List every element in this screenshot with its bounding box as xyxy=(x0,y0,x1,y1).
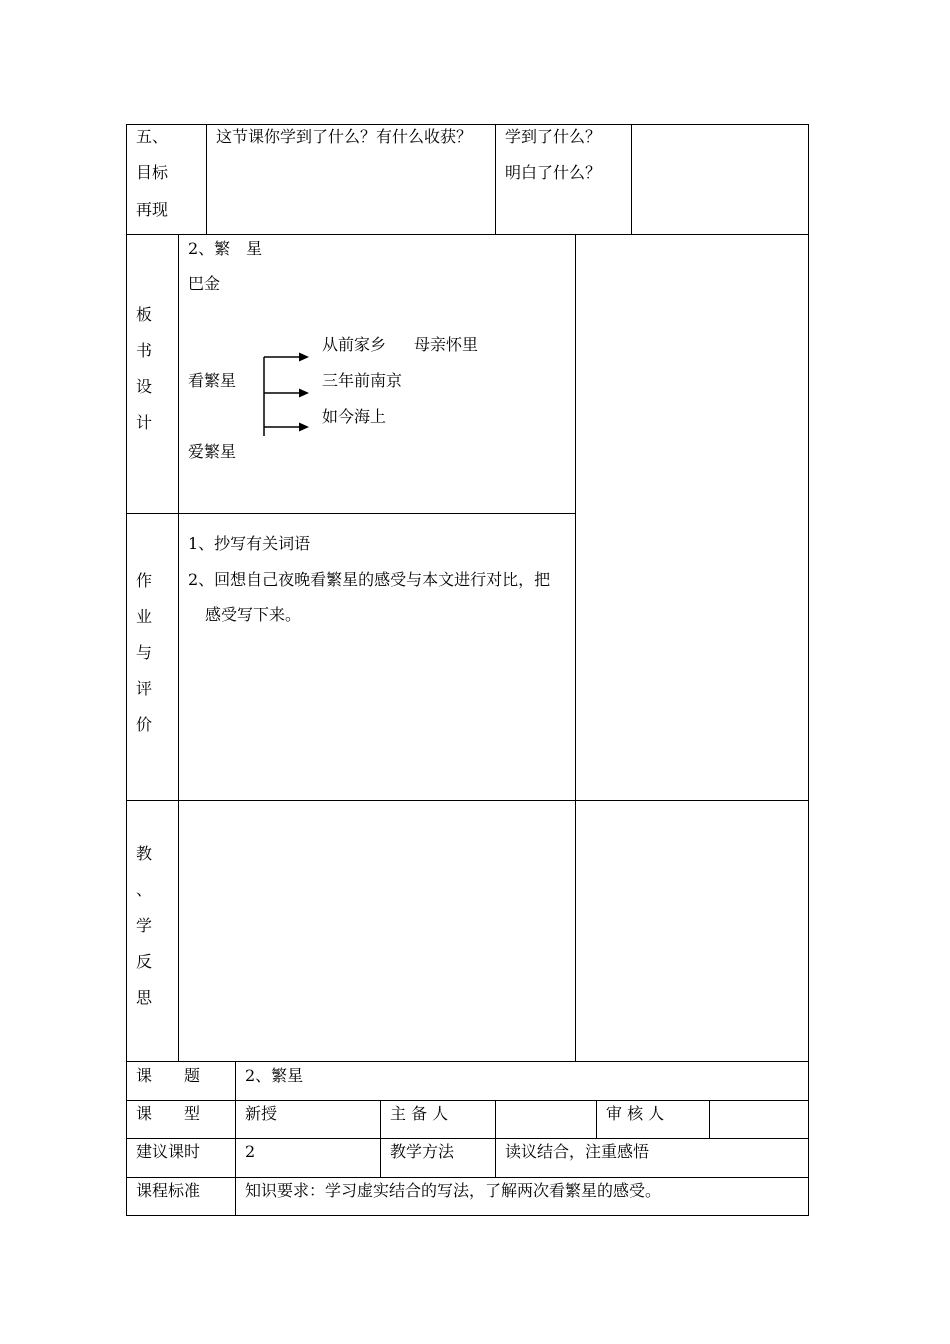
board-branch3: 如今海上 xyxy=(322,407,387,426)
info-divider-e xyxy=(596,1100,597,1139)
reflection-label-char4: 反 xyxy=(135,952,152,971)
reflection-label-char2: 、 xyxy=(135,880,152,899)
info-row1-bottom xyxy=(126,1100,809,1101)
info-divider-c xyxy=(380,1100,381,1178)
hours-value: 2 xyxy=(245,1142,256,1161)
board-label-char2: 书 xyxy=(135,341,152,360)
board-label-char1: 板 xyxy=(135,305,152,324)
section5-label-line3: 再现 xyxy=(136,200,169,219)
reflection-row-bottom xyxy=(126,1061,809,1062)
reflection-label-char5: 思 xyxy=(135,988,152,1007)
type-label: 课 型 xyxy=(136,1104,201,1123)
reflection-label-char3: 学 xyxy=(135,916,152,935)
table-left-border xyxy=(126,124,127,1216)
row1-divider-b xyxy=(495,124,496,235)
board-branch1-place: 从前家乡 xyxy=(322,335,387,354)
label-column-divider xyxy=(178,234,179,1062)
topic-label: 课 题 xyxy=(136,1066,201,1085)
homework-item2-line1: 2、回想自己夜晚看繁星的感受与本文进行对比，把 xyxy=(188,570,551,589)
board-left-bottom: 爱繁星 xyxy=(188,442,237,461)
board-branch1-detail: 母亲怀里 xyxy=(414,335,479,354)
board-author: 巴金 xyxy=(188,274,221,293)
board-row-bottom xyxy=(126,513,576,514)
board-label-char3: 设 xyxy=(135,377,152,396)
section5-answer-line2: 明白了什么？ xyxy=(505,163,602,182)
table-bottom-border xyxy=(126,1215,809,1216)
homework-label-char3: 与 xyxy=(135,643,152,662)
hours-label: 建议课时 xyxy=(136,1142,201,1161)
homework-label-char1: 作 xyxy=(135,571,152,590)
info-row3-bottom xyxy=(126,1177,809,1178)
type-value: 新授 xyxy=(245,1104,278,1123)
content-column-divider xyxy=(575,234,576,1062)
board-label xyxy=(134,305,154,449)
reflection-label-char1: 教 xyxy=(135,844,152,863)
info-divider-d xyxy=(495,1100,496,1178)
homework-row-bottom xyxy=(126,800,809,801)
table-right-border xyxy=(808,124,809,1216)
board-left-top: 看繁星 xyxy=(188,371,237,390)
preparer-label: 主 备 人 xyxy=(390,1104,449,1123)
reviewer-label: 审 核 人 xyxy=(606,1104,665,1123)
info-row2-bottom xyxy=(126,1138,809,1139)
board-arrow1-head xyxy=(299,353,309,362)
section5-label-line2: 目标 xyxy=(136,163,169,182)
board-arrow2-head xyxy=(299,389,309,398)
section5-prompt: 这节课你学到了什么？有什么收获？ xyxy=(216,127,473,146)
method-value: 读议结合，注重感悟 xyxy=(505,1142,650,1161)
board-arrow-diagram xyxy=(255,350,315,440)
homework-label-char4: 评 xyxy=(135,679,152,698)
method-label: 教学方法 xyxy=(390,1142,455,1161)
homework-item2-line2: 感受写下来。 xyxy=(205,605,302,624)
section5-answer-line1: 学到了什么？ xyxy=(505,127,602,146)
row1-divider-c xyxy=(631,124,632,235)
table-top-border xyxy=(126,124,809,125)
board-label-char4: 计 xyxy=(135,413,152,432)
homework-label xyxy=(134,571,154,751)
board-branch2: 三年前南京 xyxy=(322,371,403,390)
row1-divider-a xyxy=(206,124,207,235)
board-title: 2、繁 星 xyxy=(188,239,263,258)
topic-value: 2、繁星 xyxy=(245,1066,304,1085)
homework-label-char2: 业 xyxy=(135,607,152,626)
section5-label-line1: 五、 xyxy=(136,127,169,146)
standard-label: 课程标准 xyxy=(136,1181,201,1200)
standard-value: 知识要求：学习虚实结合的写法，了解两次看繁星的感受。 xyxy=(245,1181,662,1200)
board-arrow3-head xyxy=(299,423,309,432)
homework-item1: 1、抄写有关词语 xyxy=(188,534,311,553)
reflection-label xyxy=(134,844,154,1024)
info-divider-f xyxy=(709,1100,710,1139)
row1-bottom xyxy=(126,234,809,235)
info-label-divider xyxy=(235,1061,236,1216)
homework-label-char5: 价 xyxy=(135,715,152,734)
